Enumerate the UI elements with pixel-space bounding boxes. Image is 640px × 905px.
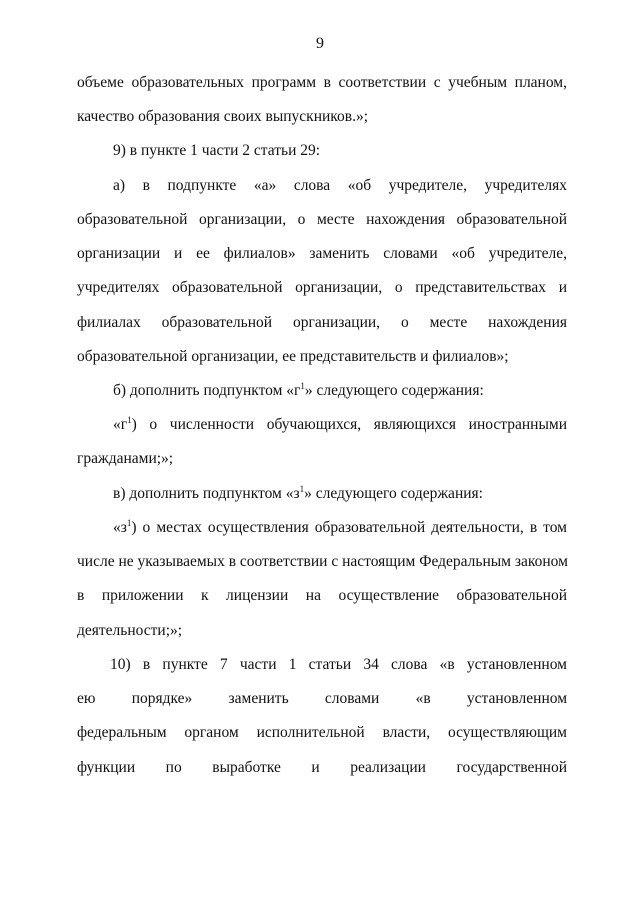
text-line: гражданами;»; bbox=[77, 450, 174, 467]
text-line: учредителях образовательной организации, о представительствах и bbox=[77, 279, 567, 296]
text-line: 10) в пункте 7 части 1 статьи 34 слова «в установленном bbox=[110, 656, 567, 673]
text-line: ею порядке» заменить словами «в установленном bbox=[77, 690, 567, 707]
text-line: 9) в пункте 1 части 2 статьи 29: bbox=[113, 142, 321, 159]
text-line: объеме образовательных программ в соответствии с учебным планом, bbox=[77, 74, 567, 91]
text-line: а) в подпункте «а» слова «об учредителе, учредителях bbox=[113, 177, 567, 194]
text-line: организации и ее филиалов» заменить словами «об учредителе, bbox=[77, 245, 567, 262]
superscript: 1 bbox=[127, 415, 132, 425]
text-line: деятельности;»; bbox=[77, 622, 183, 639]
text-fragment: » следующего содержания: bbox=[304, 485, 483, 502]
text-line: функции по выработке и реализации государственной bbox=[77, 759, 567, 776]
text-line: числе не указываемых в соответствии с настоящим Федеральным законом bbox=[77, 553, 568, 570]
superscript: 1 bbox=[126, 518, 132, 528]
text-line: образовательной организации, ее представительств и филиалов»; bbox=[77, 348, 509, 365]
text-line bbox=[113, 381, 567, 401]
text-fragment: » следующего содержания: bbox=[304, 382, 484, 399]
superscript: 1 bbox=[300, 381, 305, 391]
text-line bbox=[113, 415, 567, 435]
text-fragment: ) о местах осуществления образовательной деятельности, в том bbox=[131, 519, 567, 536]
text-fragment: в) дополнить подпунктом «з bbox=[113, 485, 300, 502]
text-fragment: «з bbox=[113, 519, 127, 536]
text-fragment: «г bbox=[113, 416, 128, 433]
text-fragment: ) о численности обучающихся, являющихся иностранными bbox=[131, 416, 567, 433]
page-number: 9 bbox=[316, 35, 324, 52]
text-line bbox=[113, 484, 567, 504]
superscript: 1 bbox=[299, 484, 305, 494]
text-line: качество образования своих выпускников.»; bbox=[77, 108, 369, 125]
text-line bbox=[113, 518, 567, 538]
text-line: образовательной организации, о месте нахождения образовательной bbox=[77, 211, 567, 228]
text-line: филиалах образовательной организации, о месте нахождения bbox=[77, 314, 567, 331]
text-line: в приложении к лицензии на осуществление образовательной bbox=[77, 587, 567, 604]
text-line: федеральным органом исполнительной власти, осуществляющим bbox=[77, 724, 567, 741]
text-fragment: б) дополнить подпунктом «г bbox=[113, 382, 301, 399]
